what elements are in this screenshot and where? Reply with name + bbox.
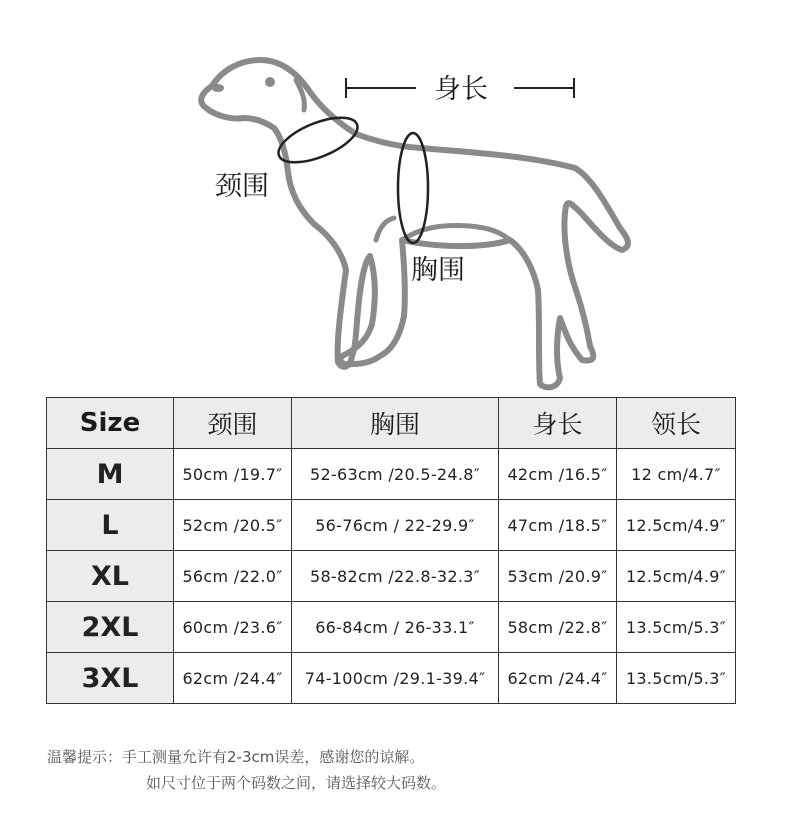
size-table [46,397,736,704]
header-collar: 领长 [617,398,736,449]
collar-cell: 13.5cm/5.3″ [617,602,736,653]
table-row [47,551,736,602]
table-row [47,500,736,551]
table-row [47,653,736,704]
size-cell: 3XL [47,653,174,704]
header-length: 身长 [499,398,617,449]
table-header-row [47,398,736,449]
length-cell: 62cm /24.4″ [499,653,617,704]
header-chest: 胸围 [292,398,499,449]
dog-measurement-diagram [0,0,790,395]
collar-cell: 13.5cm/5.3″ [617,653,736,704]
size-advice-note: 如尺寸位于两个码数之间，请选择较大码数。 [146,774,447,792]
chest-label: 胸围 [411,255,465,286]
body-length-label: 身长 [434,74,488,105]
chest-cell: 74-100cm /29.1-39.4″ [292,653,499,704]
collar-cell: 12.5cm/4.9″ [617,500,736,551]
measurement-tip-note: 温馨提示：手工测量允许有2-3cm误差，感谢您的谅解。 [47,748,425,766]
collar-cell: 12 cm/4.7″ [617,449,736,500]
table-row [47,449,736,500]
neck-cell: 62cm /24.4″ [174,653,292,704]
dog-outline [201,60,628,387]
chest-cell: 52-63cm /20.5-24.8″ [292,449,499,500]
length-cell: 47cm /18.5″ [499,500,617,551]
length-cell: 58cm /22.8″ [499,602,617,653]
header-size: Size [47,398,174,449]
header-neck: 颈围 [174,398,292,449]
dog-eye [265,77,275,87]
neck-cell: 50cm /19.7″ [174,449,292,500]
neck-cell: 56cm /22.0″ [174,551,292,602]
neck-label: 颈围 [215,171,269,202]
neck-measure-ring [273,109,364,172]
size-cell: M [47,449,174,500]
chest-cell: 66-84cm / 26-33.1″ [292,602,499,653]
length-cell: 42cm /16.5″ [499,449,617,500]
size-cell: XL [47,551,174,602]
table-row [47,602,736,653]
neck-cell: 52cm /20.5″ [174,500,292,551]
dog-nose [212,84,224,92]
collar-cell: 12.5cm/4.9″ [617,551,736,602]
chest-cell: 58-82cm /22.8-32.3″ [292,551,499,602]
length-cell: 53cm /20.9″ [499,551,617,602]
size-cell: 2XL [47,602,174,653]
chest-cell: 56-76cm / 22-29.9″ [292,500,499,551]
size-cell: L [47,500,174,551]
neck-cell: 60cm /23.6″ [174,602,292,653]
